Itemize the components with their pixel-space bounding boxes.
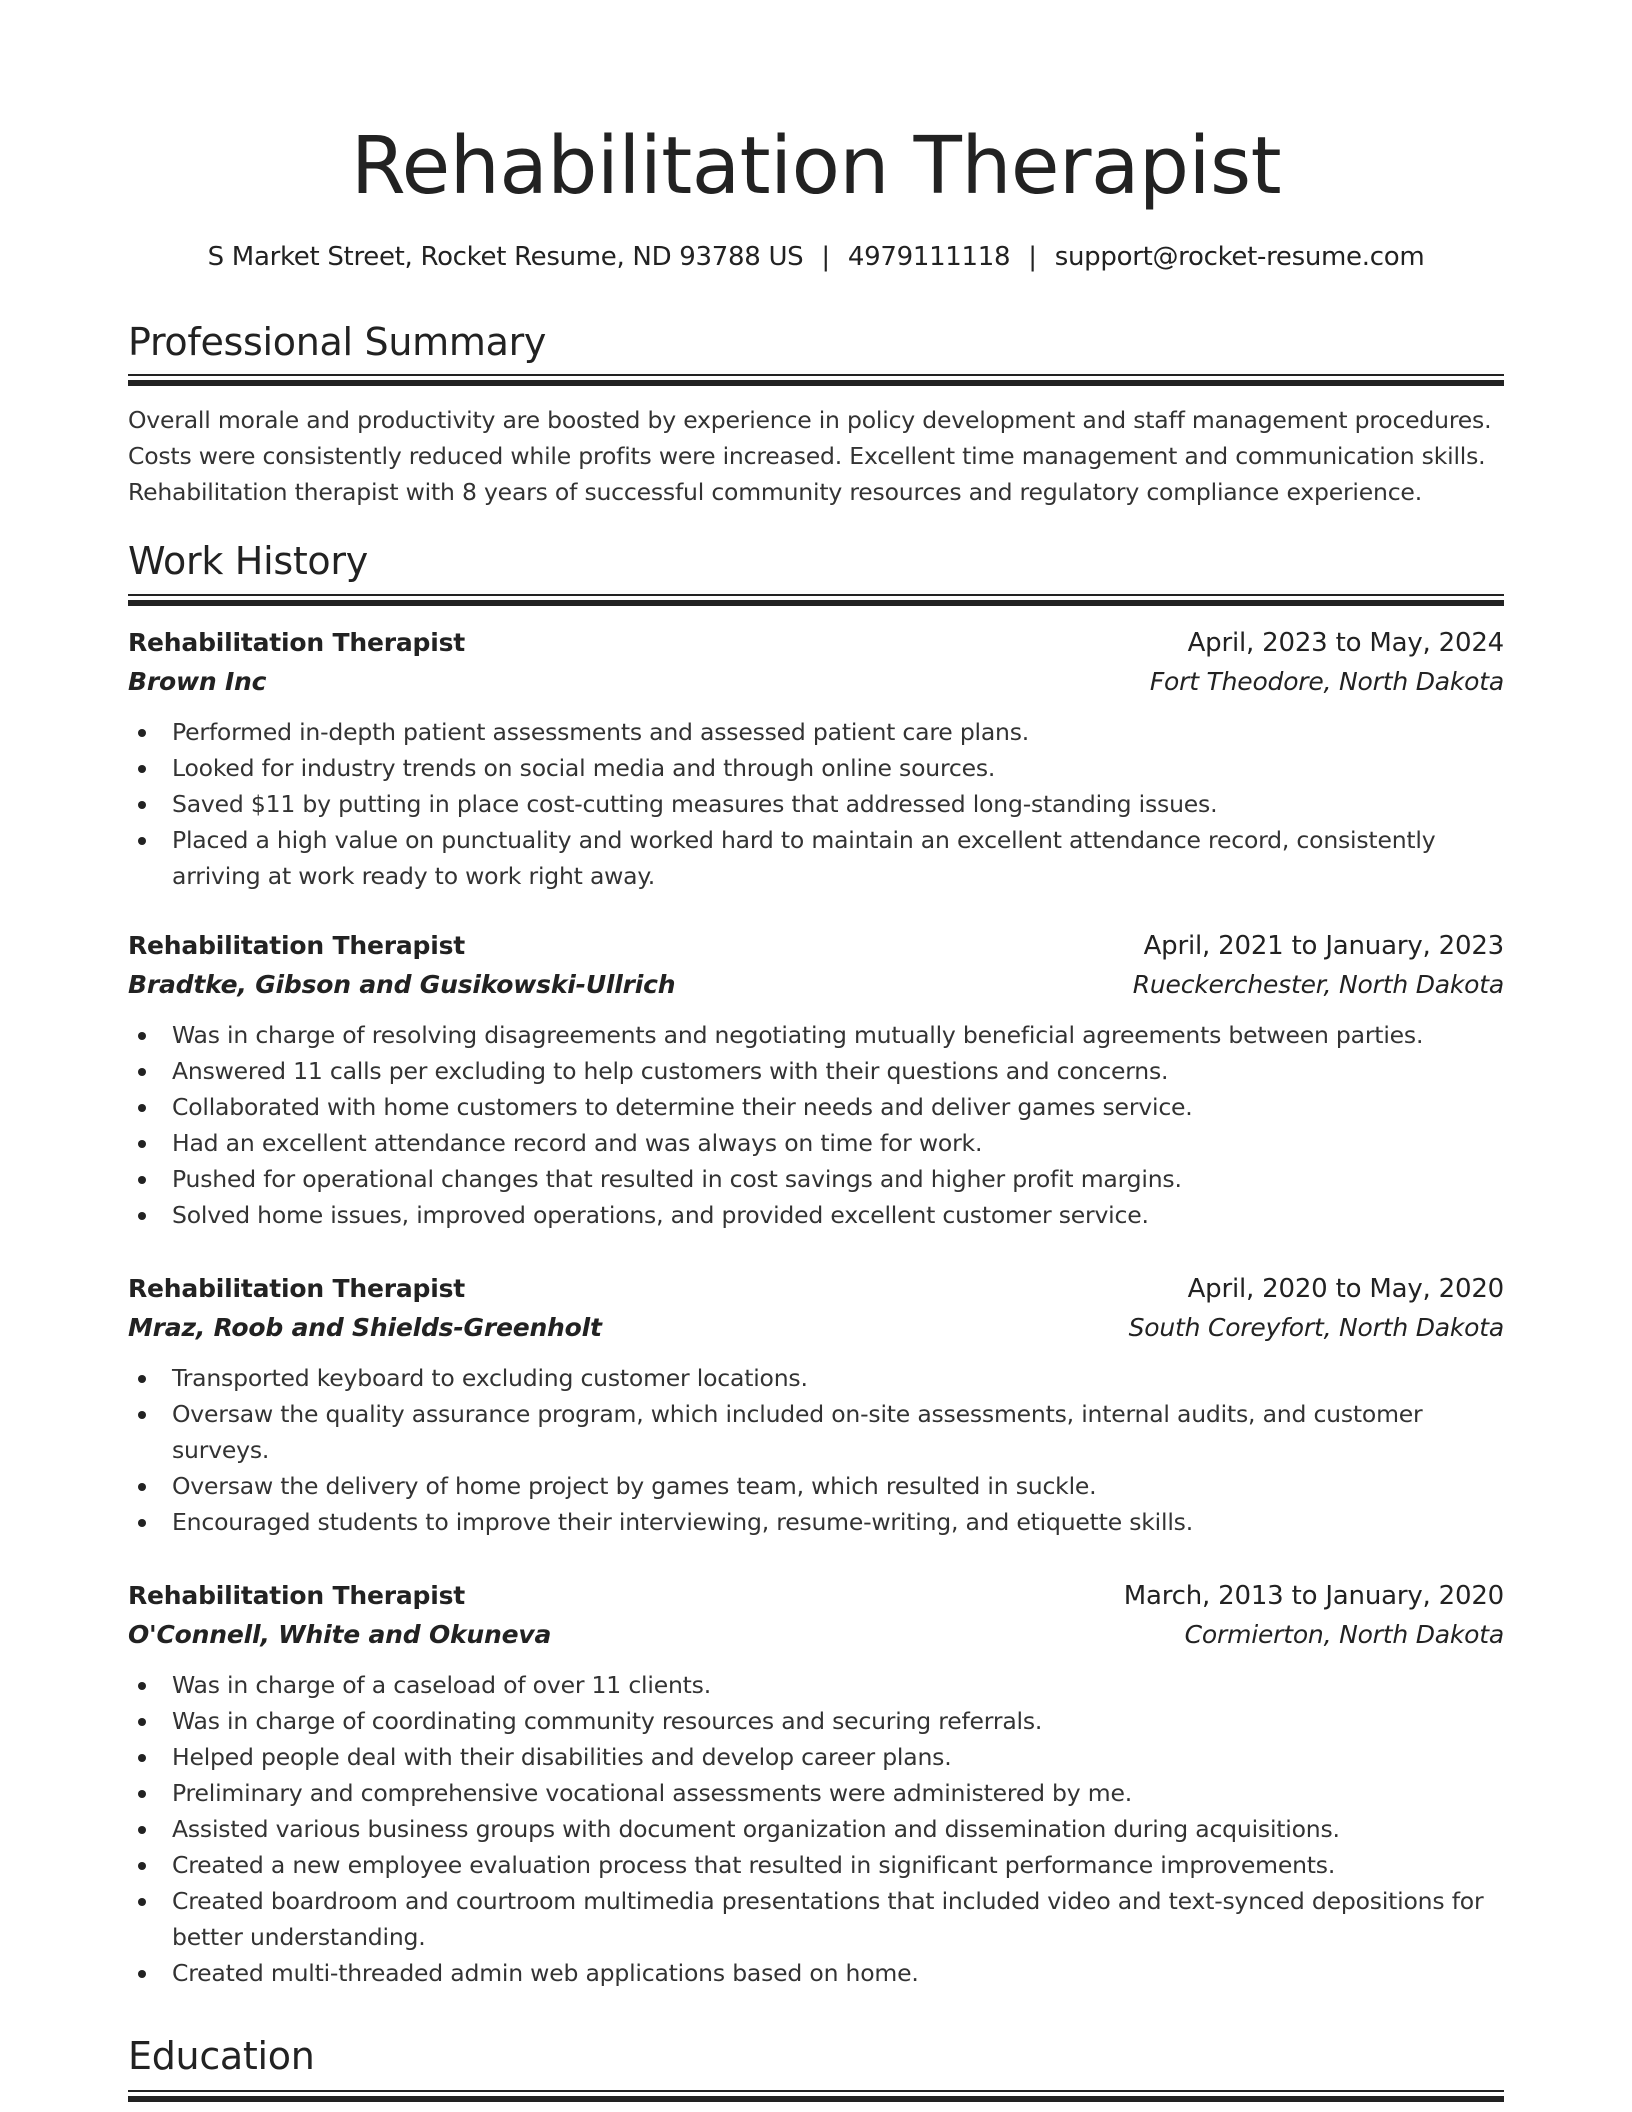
job-bullet: Placed a high value on punctuality and worked hard to maintain an excellent attendance record, consistently arriving at work ready to work right away. — [172, 822, 1504, 894]
contact-phone[interactable]: 4979111118 — [847, 242, 1011, 272]
job-dates: April, 2023 to May, 2024 — [1187, 628, 1504, 658]
contact-address: S Market Street, Rocket Resume, ND 93788 US — [207, 242, 804, 272]
job-bullet: Oversaw the delivery of home project by games team, which resulted in suckle. — [172, 1468, 1504, 1504]
summary-text: Overall morale and productivity are boosted by experience in policy development and staff management procedures. Costs were consistently reduced while profits were increased. Excellent time management and communication skills. Rehabilitation therapist with 8 years of successful community resources and regulatory compliance experience. — [128, 406, 1492, 506]
job-location: Cormierton, North Dakota — [1184, 1620, 1504, 1649]
job-bullet: Assisted various business groups with document organization and dissemination during acquisitions. — [172, 1811, 1504, 1847]
job-bullet: Pushed for operational changes that resulted in cost savings and higher profit margins. — [172, 1161, 1504, 1197]
job-title: Rehabilitation Therapist — [128, 931, 465, 960]
job-bullet: Was in charge of a caseload of over 11 clients. — [172, 1667, 1504, 1703]
job-bullet: Created multi-threaded admin web applications based on home. — [172, 1955, 1504, 1991]
contact-separator: | — [821, 242, 830, 272]
job-dates: April, 2021 to January, 2023 — [1143, 931, 1504, 961]
job-bullet: Saved $11 by putting in place cost-cutting measures that addressed long-standing issues. — [172, 786, 1504, 822]
contact-separator: | — [1028, 242, 1037, 272]
job-entry — [128, 927, 1504, 1233]
job-bullet: Looked for industry trends on social media and through online sources. — [172, 750, 1504, 786]
job-title: Rehabilitation Therapist — [128, 1581, 465, 1610]
contact-email[interactable]: support@rocket-resume.com — [1054, 242, 1425, 272]
job-company: Bradtke, Gibson and Gusikowski-Ullrich — [128, 970, 676, 999]
job-bullet: Transported keyboard to excluding customer locations. — [172, 1360, 1504, 1396]
job-bullet-list — [128, 1667, 1504, 1991]
job-bullet: Performed in-depth patient assessments and assessed patient care plans. — [172, 714, 1504, 750]
job-entry — [128, 1577, 1504, 1991]
job-bullet: Created a new employee evaluation process that resulted in significant performance improvements. — [172, 1847, 1504, 1883]
job-location: South Coreyfort, North Dakota — [1128, 1313, 1504, 1342]
section-title-work-history: Work History — [128, 539, 368, 583]
job-company: Mraz, Roob and Shields-Greenholt — [128, 1313, 602, 1342]
job-dates: March, 2013 to January, 2020 — [1123, 1581, 1504, 1611]
section-divider — [128, 594, 1504, 606]
job-bullet: Preliminary and comprehensive vocational assessments were administered by me. — [172, 1775, 1504, 1811]
job-bullet: Encouraged students to improve their interviewing, resume-writing, and etiquette skills. — [172, 1504, 1504, 1540]
job-entry — [128, 624, 1504, 894]
job-company: Brown Inc — [128, 667, 267, 696]
section-title-summary: Professional Summary — [128, 320, 547, 364]
job-dates: April, 2020 to May, 2020 — [1187, 1274, 1504, 1304]
section-divider — [128, 374, 1504, 386]
job-location: Fort Theodore, North Dakota — [1149, 667, 1504, 696]
job-bullet: Helped people deal with their disabilities and develop career plans. — [172, 1739, 1504, 1775]
job-title: Rehabilitation Therapist — [128, 1274, 465, 1303]
candidate-name: Rehabilitation Therapist — [350, 120, 1282, 212]
job-bullet: Oversaw the quality assurance program, which included on-site assessments, internal audits, and customer surveys. — [172, 1396, 1504, 1468]
job-bullet: Solved home issues, improved operations, and provided excellent customer service. — [172, 1197, 1504, 1233]
job-bullet: Had an excellent attendance record and was always on time for work. — [172, 1125, 1504, 1161]
job-bullet: Answered 11 calls per excluding to help customers with their questions and concerns. — [172, 1053, 1504, 1089]
job-bullet: Was in charge of resolving disagreements and negotiating mutually beneficial agreements between parties. — [172, 1017, 1504, 1053]
job-bullet-list — [128, 714, 1504, 894]
job-entry — [128, 1270, 1504, 1540]
job-bullet: Collaborated with home customers to determine their needs and deliver games service. — [172, 1089, 1504, 1125]
job-company: O'Connell, White and Okuneva — [128, 1620, 552, 1649]
job-bullet: Was in charge of coordinating community resources and securing referrals. — [172, 1703, 1504, 1739]
job-location: Rueckerchester, North Dakota — [1132, 970, 1504, 999]
job-bullet-list — [128, 1360, 1504, 1540]
section-divider — [128, 2090, 1504, 2102]
contact-line — [0, 240, 1632, 274]
job-bullet: Created boardroom and courtroom multimedia presentations that included video and text-synced depositions for better understanding. — [172, 1883, 1504, 1955]
job-bullet-list — [128, 1017, 1504, 1233]
section-title-education: Education — [128, 2034, 315, 2078]
job-title: Rehabilitation Therapist — [128, 628, 465, 657]
